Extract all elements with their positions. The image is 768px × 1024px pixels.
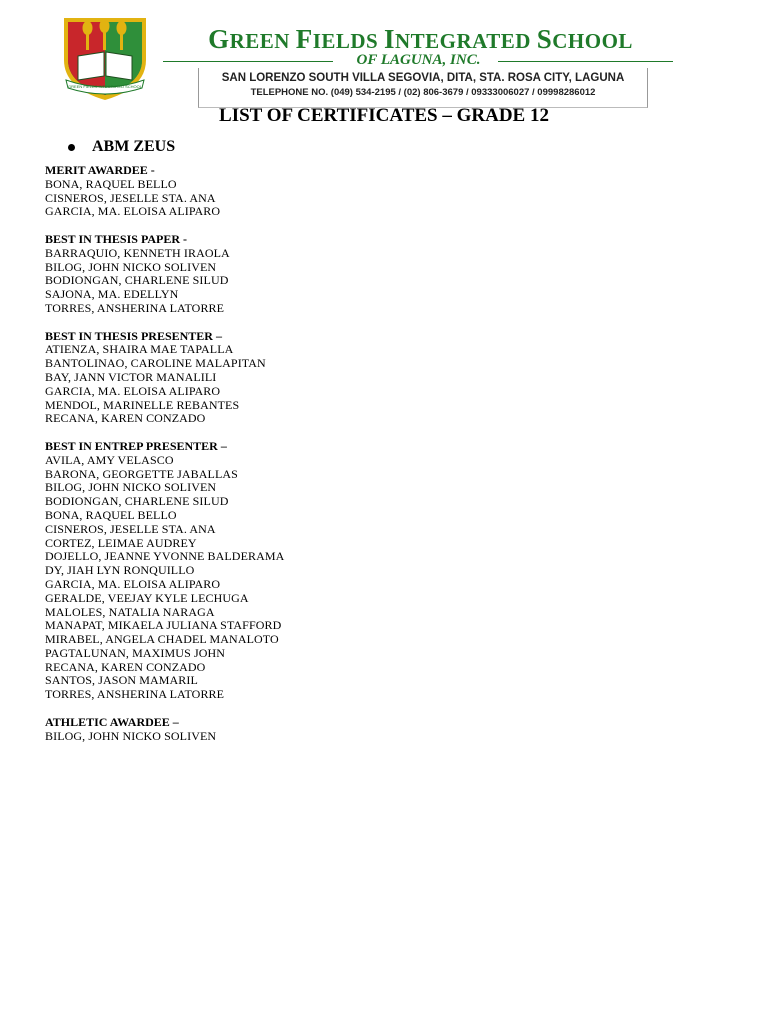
section-heading [68, 138, 175, 156]
awardee-name: AVILA, AMY VELASCO [45, 452, 174, 467]
awardee-name: MENDOL, MARINELLE REBANTES [45, 397, 240, 412]
awardee-name: MALOLES, NATALIA NARAGA [45, 604, 215, 619]
divider-line [498, 61, 673, 62]
award-title: BEST IN ENTREP PRESENTER – [45, 438, 227, 453]
awardee-name: BARONA, GEORGETTE JABALLAS [45, 466, 238, 481]
school-address: SAN LORENZO SOUTH VILLA SEGOVIA, DITA, STA. ROSA CITY, LAGUNA [221, 72, 625, 84]
awardee-name: BARRAQUIO, KENNETH IRAOLA [45, 245, 230, 260]
award-title: MERIT AWARDEE - [45, 163, 155, 177]
awardee-name: RECANA, KAREN CONZADO [45, 411, 206, 426]
divider-line [163, 61, 333, 62]
awardee-name: BODIONGAN, CHARLENE SILUD [45, 273, 229, 288]
awardee-name: GARCIA, MA. ELOISA ALIPARO [45, 576, 221, 591]
awardee-name: GERALDE, VEEJAY KYLE LECHUGA [45, 590, 249, 605]
school-subname: OF LAGUNA, INC. [356, 52, 481, 68]
awardee-name: DOJELLO, JEANNE YVONNE BALDERAMA [45, 549, 285, 564]
award-group [45, 330, 465, 427]
awardee-name: BAY, JANN VICTOR MANALILI [45, 369, 217, 384]
awardee-name: GARCIA, MA. ELOISA ALIPARO [45, 383, 221, 398]
awardee-name: RECANA, KAREN CONZADO [45, 659, 206, 674]
school-name: GREEN FIELDS INTEGRATED SCHOOL [208, 24, 633, 54]
award-group [45, 716, 465, 744]
school-logo [58, 14, 152, 102]
awardee-name: BILOG, JOHN NICKO SOLIVEN [45, 480, 217, 495]
award-group [45, 233, 465, 316]
award-title: BEST IN THESIS PRESENTER – [45, 328, 222, 343]
section-label: ABM ZEUS [92, 138, 176, 155]
awardee-name: BILOG, JOHN NICKO SOLIVEN [45, 259, 217, 274]
address-box [198, 68, 648, 108]
awardee-name: BONA, RAQUEL BELLO [45, 176, 177, 191]
awardee-name: GARCIA, MA. ELOISA ALIPARO [45, 204, 221, 219]
awardee-name: DY, JIAH LYN RONQUILLO [45, 563, 195, 578]
awardee-name: TORRES, ANSHERINA LATORRE [45, 687, 225, 702]
document-title: LIST OF CERTIFICATES – GRADE 12 [219, 105, 549, 126]
school-telephone: TELEPHONE NO. (049) 534-2195 / (02) 806-3679 / 09333006027 / 09998286012 [250, 87, 596, 98]
award-title: ATHLETIC AWARDEE – [45, 714, 179, 729]
awardee-name: ATIENZA, SHAIRA MAE TAPALLA [45, 342, 234, 357]
awardee-name: CISNEROS, JESELLE STA. ANA [45, 521, 216, 536]
awardee-name: TORRES, ANSHERINA LATORRE [45, 300, 225, 315]
awardee-name: SAJONA, MA. EDELLYN [45, 287, 179, 302]
award-group [45, 164, 465, 219]
award-groups [45, 164, 465, 757]
letterhead [58, 12, 658, 102]
award-group [45, 440, 465, 702]
awardee-name: MANAPAT, MIKAELA JULIANA STAFFORD [45, 618, 282, 633]
school-crest-icon [58, 14, 152, 102]
awardee-name: BILOG, JOHN NICKO SOLIVEN [45, 728, 217, 743]
awardee-name: SANTOS, JASON MAMARIL [45, 673, 198, 688]
awardee-name: MIRABEL, ANGELA CHADEL MANALOTO [45, 632, 279, 647]
awardee-name: BONA, RAQUEL BELLO [45, 507, 177, 522]
bullet-icon [68, 144, 75, 151]
awardee-name: CISNEROS, JESELLE STA. ANA [45, 190, 216, 205]
awardee-name: BODIONGAN, CHARLENE SILUD [45, 494, 229, 509]
awardee-name: BANTOLINAO, CAROLINE MALAPITAN [45, 356, 266, 371]
logo-banner-text: GREEN FIELDS INTEGRATED SCHOOL [68, 84, 142, 89]
awardee-name: PAGTALUNAN, MAXIMUS JOHN [45, 645, 226, 660]
awardee-name: CORTEZ, LEIMAE AUDREY [45, 535, 197, 550]
award-title: BEST IN THESIS PAPER - [45, 231, 188, 246]
